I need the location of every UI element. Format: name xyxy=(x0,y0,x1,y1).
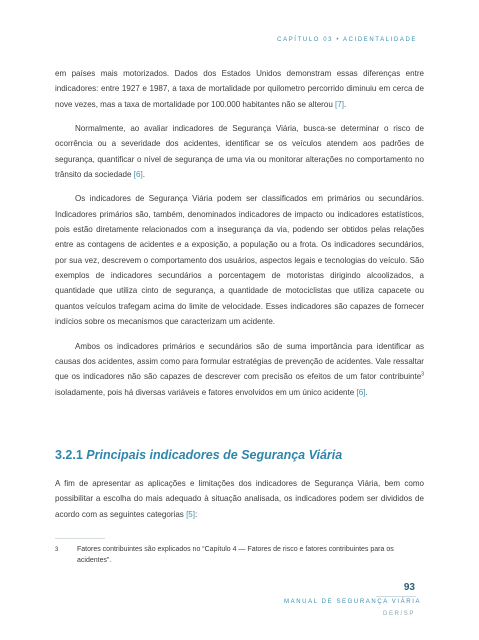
section-paragraph xyxy=(55,476,424,522)
paragraph-4-text: Ambos os indicadores primários e secundários são de suma importância para identificar as causas dos acidentes, assim como para formular estratégias de prevenção de acidentes. Vale ressaltar que os indicadores não são capazes de descrever com precisão os efeitos de um fator contribuinte xyxy=(55,341,424,382)
footnote-marker[interactable]: 3 xyxy=(421,371,424,378)
paragraph-1 xyxy=(55,66,424,112)
section-title: Principais indicadores de Segurança Viária xyxy=(86,448,343,462)
running-header: CAPÍTULO 03 • ACIDENTALIDADE xyxy=(277,37,417,43)
paragraph-2-text: Normalmente, ao avaliar indicadores de Segurança Viária, busca-se determinar o risco de ocorrência ou a severidade dos acidentes, identificar se os veículos atendem aos padrões de segurança, quantificar o nível de segurança de uma via ou monitorar alterações no comportamento no trânsito da sociedade xyxy=(55,124,424,180)
reference-link[interactable]: [6] xyxy=(133,170,143,180)
paragraph-2-end: . xyxy=(142,170,145,180)
paragraph-4 xyxy=(55,339,424,400)
footer-organization: DER/SP xyxy=(383,611,415,617)
paragraph-2 xyxy=(55,121,424,182)
paragraph-1-end: . xyxy=(344,99,347,109)
section-paragraph-text: A fim de apresentar as aplicações e limitações dos indicadores de Segurança Viária, bem como possibilitar a escolha do mais adequado à situação analisada, os indicadores podem ser divididos de acordo com as seguintes categorias xyxy=(55,479,424,519)
section-paragraph-end: : xyxy=(195,509,198,519)
paragraph-3-text: Os indicadores de Segurança Viária podem ser classificados em primários ou secundários. Indicadores primários são, também, denominados indicadores de impacto ou indicadores estatísticos, pois estão diretamente relacionados com a insegurança da via, podendo ser obtidos pelas relações entre as contagens de acidentes e a exposição, a população ou a frota. Os indicadores secundários, por sua vez, descrevem o comportamento dos usuários, aspectos legais e tecnologias do veículo. São exemplos de indicadores secundários a porcentagem de motoristas dirigindo alcoolizados, a quantidade que utiliza cinto de segurança, a quantidade de motociclistas que utiliza capacete ou quantos veículos trafegam acima do limite de velocidade. Esses indicadores são capazes de fornecer indícios sobre os mecanismos que caracterizam um acidente. xyxy=(55,194,424,327)
paragraph-3 xyxy=(55,191,424,329)
footnote-divider xyxy=(55,538,105,539)
reference-link[interactable]: [7] xyxy=(335,99,344,109)
body-text xyxy=(55,66,424,409)
footnote-number: 3 xyxy=(55,547,59,553)
paragraph-4-text-cont: isoladamente, pois há diversas variáveis e fatores envolvidos em um único acidente xyxy=(55,387,357,397)
footnote-text: Fatores contribuintes são explicados no “Capítulo 4 — Fatores de risco e fatores contribuintes para os acidentes”. xyxy=(77,546,394,564)
footnote xyxy=(55,545,424,566)
page-number: 93 xyxy=(403,582,415,593)
footer-book-title: MANUAL DE SEGURANÇA VIÁRIA xyxy=(284,599,422,605)
reference-link[interactable]: [6] xyxy=(356,387,366,397)
reference-link[interactable]: [5] xyxy=(186,509,196,519)
paragraph-1-text: em países mais motorizados. Dados dos Estados Unidos demonstram essas diferenças entre indicadores: entre 1927 e 1987, a taxa de mortalidade por quilometro percorrido diminuiu em cerca de nove vezes, mas a taxa de mortalidade por 100.000 habitantes não se alterou xyxy=(55,69,424,109)
paragraph-4-end: . xyxy=(365,387,368,397)
section-number: 3.2.1 xyxy=(55,448,83,462)
footer-divider xyxy=(376,596,416,597)
section-heading xyxy=(55,448,424,462)
